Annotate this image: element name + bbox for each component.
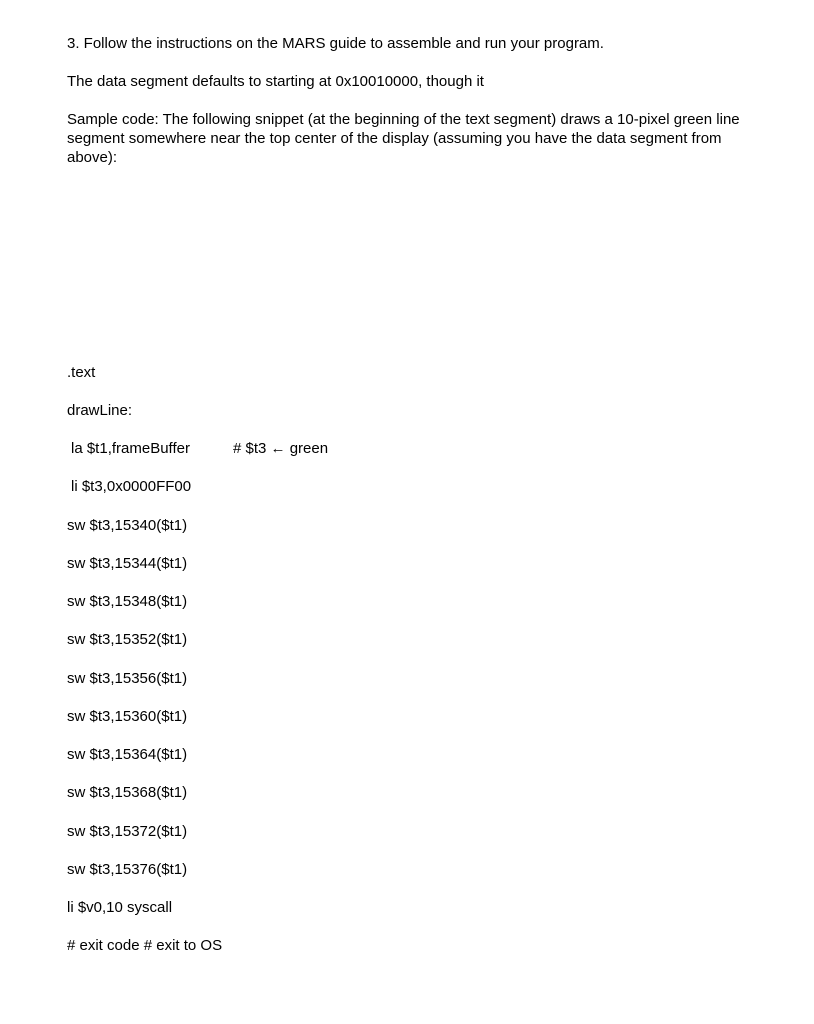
code-store-line: sw $t3,15368($t1) (67, 784, 188, 801)
code-store-line: sw $t3,15372($t1) (67, 823, 188, 840)
code-store-line: sw $t3,15356($t1) (67, 670, 188, 687)
code-text-directive: .text (67, 364, 96, 381)
code-la-comment: # $t3 ← green (233, 440, 329, 457)
code-store-line: sw $t3,15360($t1) (67, 708, 188, 725)
instruction-step-3: 3. Follow the instructions on the MARS guide to assemble and run your program. (67, 35, 604, 52)
code-store-line: sw $t3,15376($t1) (67, 861, 188, 878)
code-store-line: sw $t3,15340($t1) (67, 517, 188, 534)
data-segment-note: The data segment defaults to starting at 0x10010000, though it (67, 73, 484, 90)
code-exit-comment: # exit code # exit to OS (67, 937, 223, 954)
code-la-instruction: la $t1,frameBuffer (71, 440, 190, 457)
code-store-line: sw $t3,15364($t1) (67, 746, 188, 763)
sample-code-intro-line-2: segment somewhere near the top center of the display (assuming you have the data segment from above): (67, 130, 722, 166)
code-store-line: sw $t3,15352($t1) (67, 631, 188, 648)
code-store-line: sw $t3,15348($t1) (67, 593, 188, 610)
sample-code-intro-line-1: Sample code: The following snippet (at the beginning of the text segment) draws a 10-pixel green line (67, 111, 740, 128)
code-exit-instruction: li $v0,10 syscall (67, 899, 173, 916)
code-label-drawline: drawLine: (67, 402, 133, 419)
code-store-line: sw $t3,15344($t1) (67, 555, 188, 572)
code-li-instruction: li $t3,0x0000FF00 (71, 478, 192, 495)
sample-code-intro (67, 110, 767, 167)
